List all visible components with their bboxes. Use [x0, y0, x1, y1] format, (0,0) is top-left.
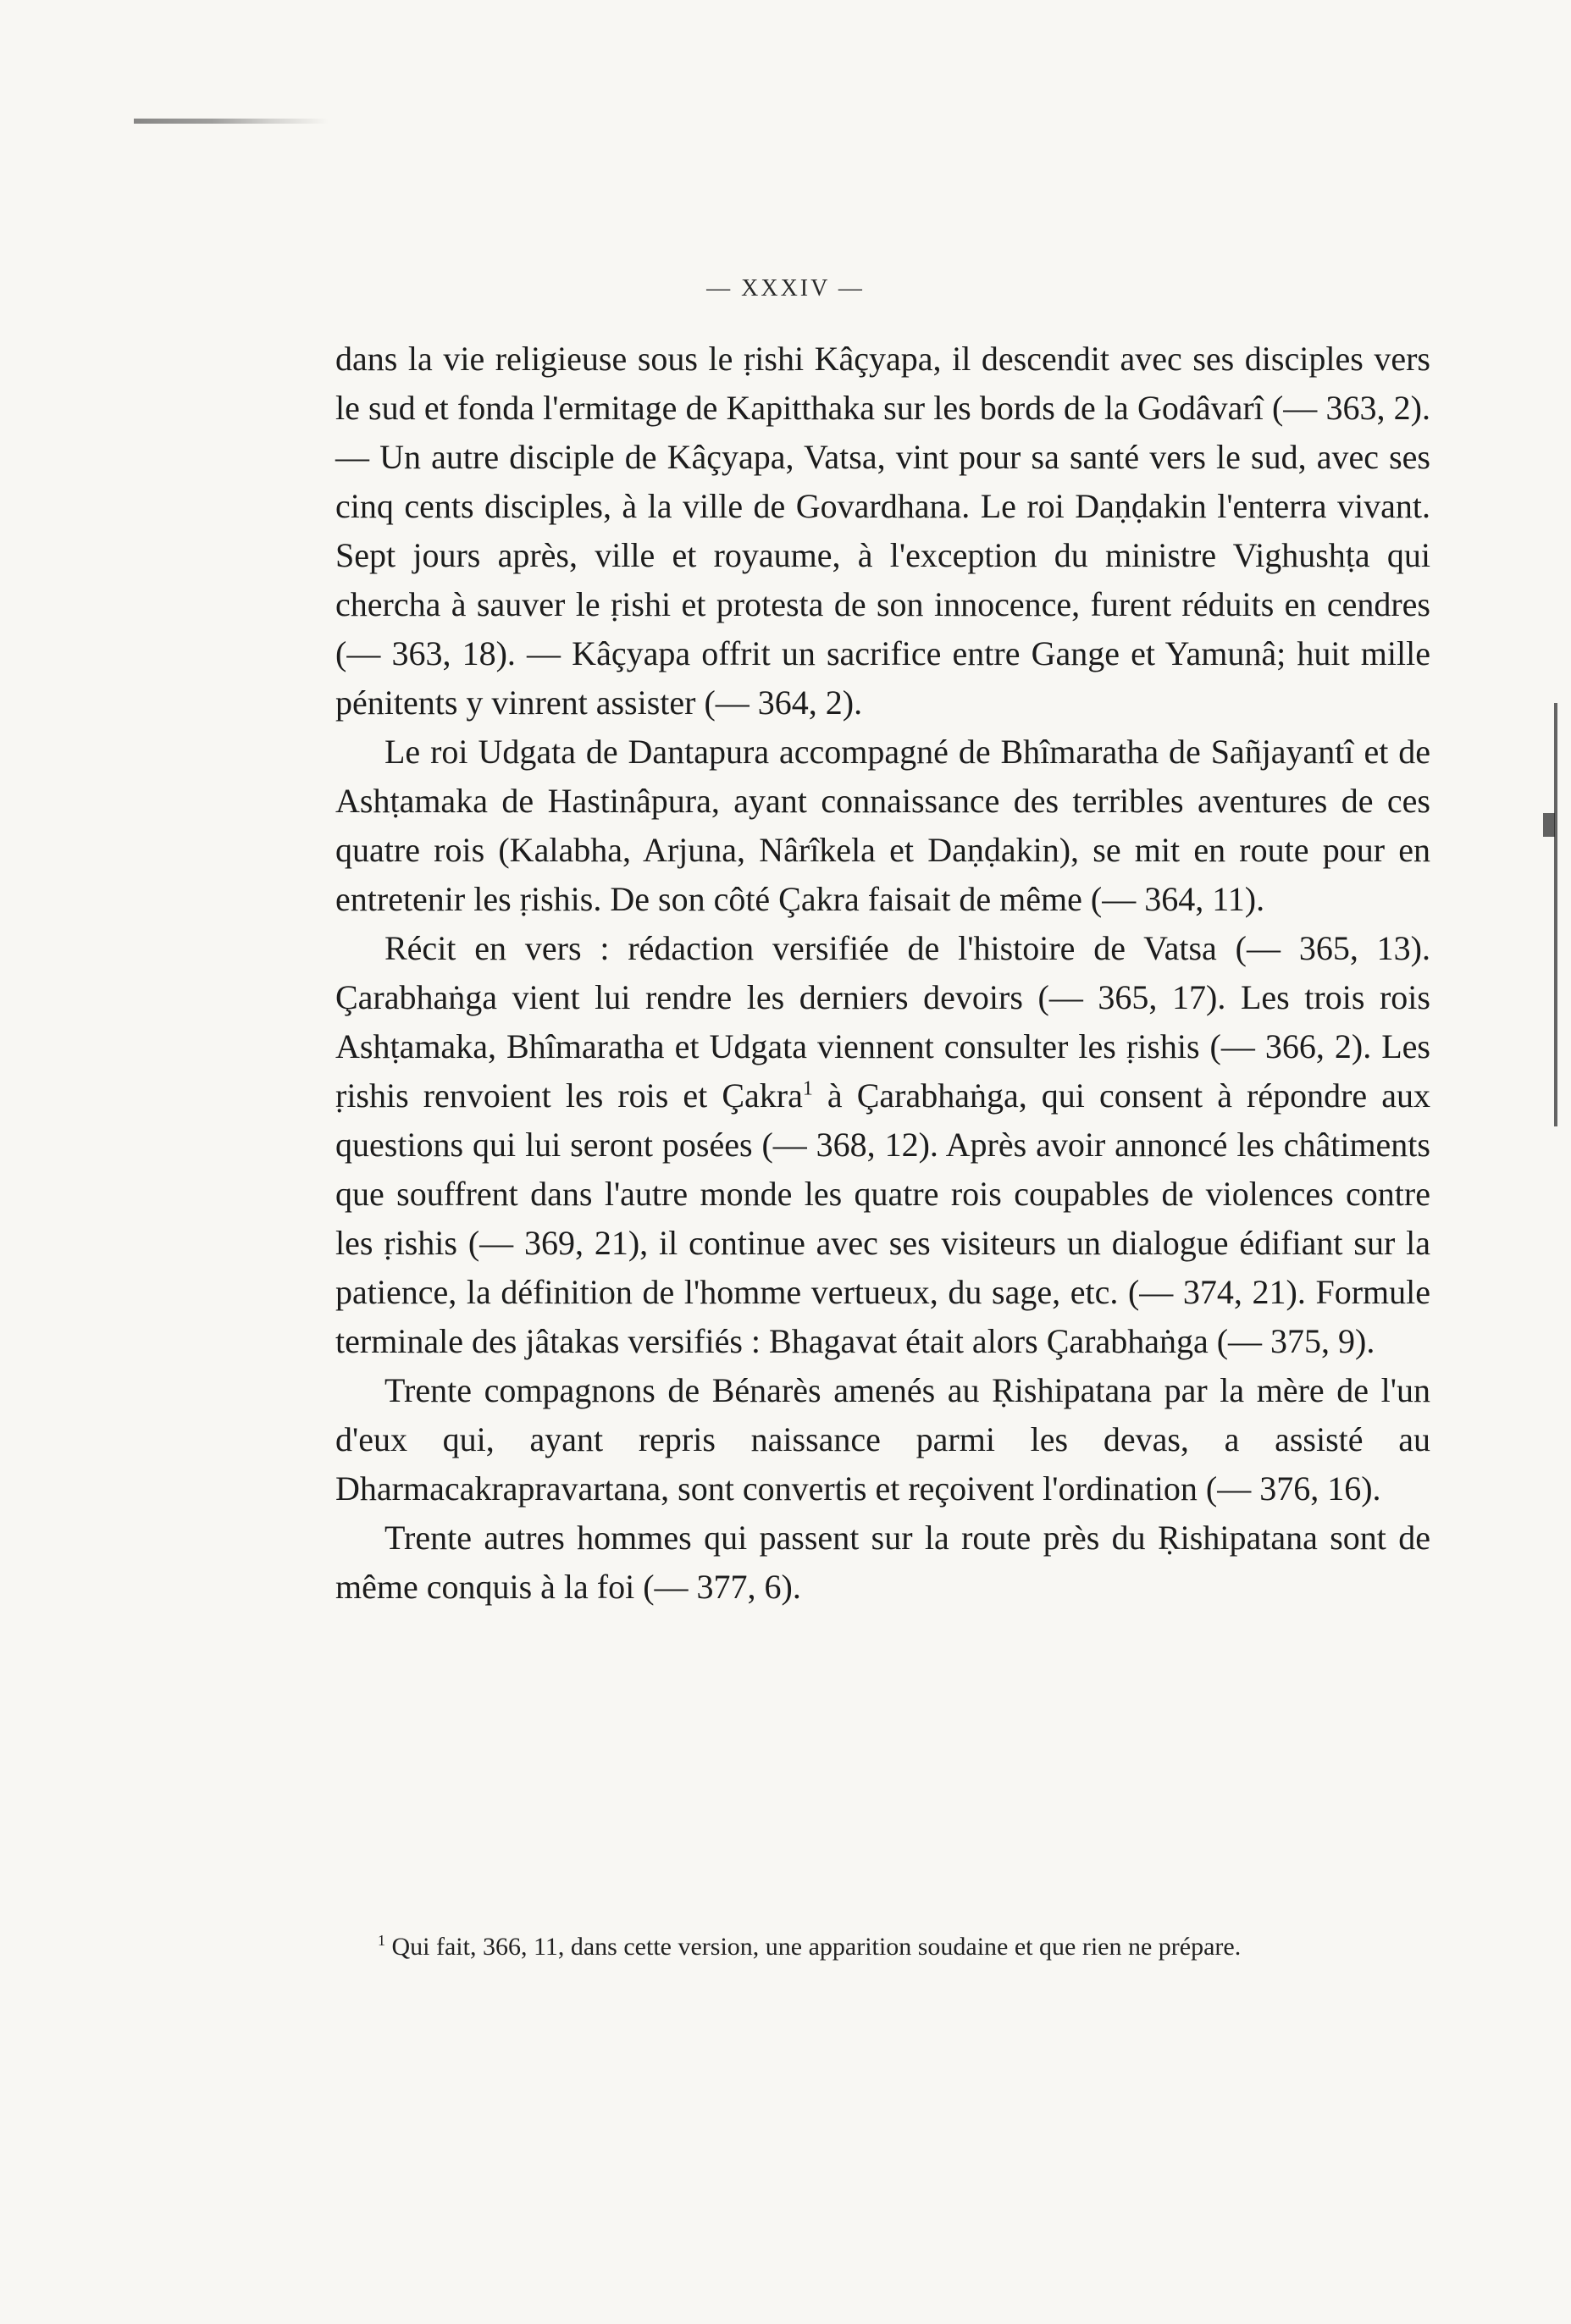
footnote-reference[interactable]: 1	[802, 1077, 813, 1100]
paragraph-5: Trente autres hommes qui passent sur la route près du Ṛishipatana sont de même conquis à la foi (— 377, 6).	[335, 1519, 1430, 1606]
paragraph-1: dans la vie religieuse sous le ṛishi Kâçyapa, il descendit avec ses disciples vers le sud et fonda l'ermitage de Kapitthaka sur les bords de la Godâvarî (— 363, 2). — Un autre disciple de Kâçyapa, Vatsa, vint pour sa santé vers le sud, avec ses cinq cents disciples, à la ville de Govardhana. Le roi Daṇḍakin l'enterra vivant. Sept jours après, ville et royaume, à l'exception du ministre Vighushṭa qui chercha à sauver le ṛishi et protesta de son innocence, furent réduits en cendres (— 363, 18). — Kâçyapa offrit un sacrifice entre Gange et Yamunâ; huit mille pénitents y vinrent assister (— 364, 2).	[335, 340, 1430, 722]
scan-artifact-mark	[134, 119, 329, 124]
footnote	[335, 1929, 1430, 1965]
paragraph-4: Trente compagnons de Bénarès amenés au Ṛishipatana par la mère de l'un d'eux qui, ayant repris naissance parmi les devas, a assisté au Dharmacakrapravartana, sont convertis et reçoivent l'ordination (— 376, 16).	[335, 1371, 1430, 1508]
paragraph-2: Le roi Udgata de Dantapura accompagné de Bhîmaratha de Sañjayantî et de Ashṭamaka de Hastinâpura, ayant connaissance des terribles aventures de ces quatre rois (Kalabha, Arjuna, Nârîkela et Daṇḍakin), se mit en route pour en entretenir les ṛishis. De son côté Çakra faisait de même (— 364, 11).	[335, 733, 1430, 918]
paragraph-3	[335, 924, 1430, 1366]
paragraph-3-text-after: à Çarabhaṅga, qui consent à répondre aux questions qui lui seront posées (— 368, 12). Après avoir annoncé les châtiments que souffrent dans l'autre monde les quatre rois coupables de violences contre les ṛishis (— 369, 21), il continue avec ses visiteurs un dialogue édifiant sur la patience, la définition de l'homme vertueux, du sage, etc. (— 374, 21). Formule terminale des jâtakas versifiés : Bhagavat était alors Çarabhaṅga (— 375, 9).	[335, 1076, 1430, 1360]
body-text	[335, 335, 1430, 1612]
scan-edge-tick	[1543, 813, 1555, 837]
paragraph-3-text-before: Récit en vers : rédaction versifiée de l'histoire de Vatsa (— 365, 13). Çarabhaṅga vient lui rendre les derniers devoirs (— 365, 17). Les trois rois Ashṭamaka, Bhîmaratha et Udgata viennent consulter les ṛishis (— 366, 2). Les ṛishis renvoient les rois et Çakra	[335, 929, 1430, 1115]
footnote-text: Qui fait, 366, 11, dans cette version, une apparition soudaine et que rien ne prépare.	[385, 1933, 1242, 1961]
scan-edge-bar	[1554, 703, 1557, 1126]
page-number-header: — XXXIV —	[706, 275, 865, 302]
footnote-marker: 1	[378, 1932, 385, 1949]
